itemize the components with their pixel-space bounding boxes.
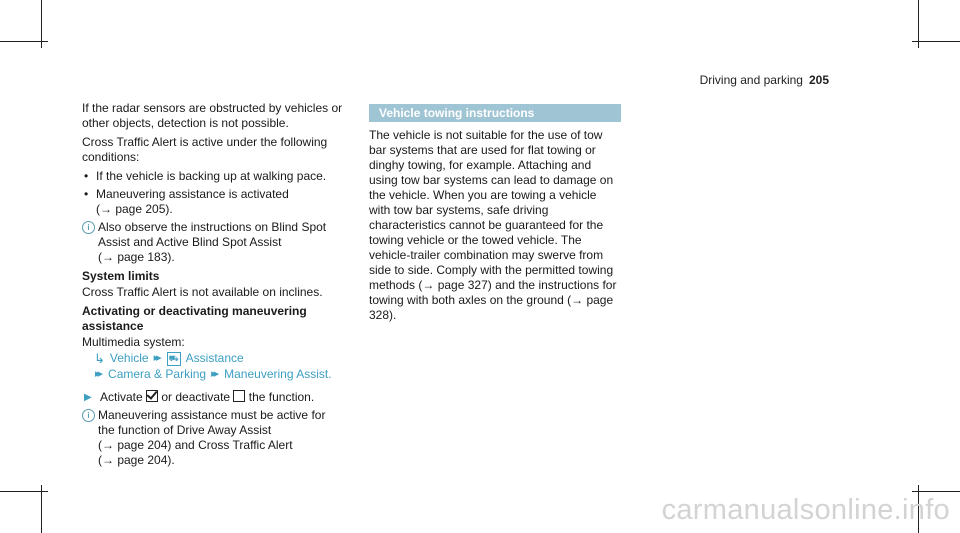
heading-activating: Activating or deactivating maneuvering assistance (82, 304, 307, 333)
page-link[interactable]: (→ page 183). (98, 250, 175, 264)
left-column (82, 101, 352, 472)
note: i Maneuvering assistance must be active for the function of Drive Away Assist (→ page 204) and Cross Traffic Alert (→ page 204). (82, 408, 352, 468)
menu-vehicle[interactable]: Vehicle (109, 351, 149, 365)
menu-assistance[interactable]: Assistance (185, 351, 244, 365)
section-name: Driving and parking (699, 73, 803, 87)
crop-mark (41, 485, 42, 533)
double-chevron-icon: ▸▸ (153, 352, 159, 364)
unchecked-box-icon (233, 390, 245, 402)
page-link[interactable]: (→ page 205). (96, 202, 173, 216)
info-icon: i (82, 409, 95, 422)
menu-path (82, 351, 352, 366)
paragraph: Cross Traffic Alert is active under the following conditions: (82, 135, 328, 164)
crop-mark (912, 41, 960, 42)
note: i Also observe the instructions on Blind Spot Assist and Active Blind Spot Assist (→ page 183). (82, 220, 352, 265)
menu-path (82, 367, 352, 382)
menu-camera-parking[interactable]: Camera & Parking (108, 367, 207, 381)
page-link[interactable]: (→ page 204). (98, 453, 175, 467)
checked-box-icon (146, 390, 158, 402)
bullet-icon: • (84, 169, 89, 183)
double-chevron-icon: ▸▸ (95, 368, 101, 380)
paragraph: Multimedia system: (82, 335, 185, 349)
section-title-bar: Vehicle towing instructions (369, 104, 621, 122)
return-arrow-icon: ↳ (94, 351, 105, 366)
car-icon: ⛟ (167, 352, 181, 366)
heading-system-limits: System limits (82, 269, 160, 283)
crop-mark (0, 41, 48, 42)
page-link[interactable]: (→ page 204) and Cross Traffic Alert (98, 438, 293, 452)
bullet-icon: • (84, 187, 89, 201)
info-icon: i (82, 221, 95, 234)
play-triangle-icon: ▶ (84, 392, 92, 403)
watermark: carmanualsonline.info (661, 494, 950, 526)
crop-mark (912, 491, 960, 492)
menu-maneuvering-assist[interactable]: Maneuvering Assist. (224, 367, 332, 381)
paragraph: The vehicle is not suitable for the use of tow bar systems that are used for flat towing or dinghy towing, for example. Attaching and using tow bar systems can lead to damage on the vehicle. When you are towing a vehicle with tow bar systems, safe driving characteristics cannot be guaranteed for the towing vehicle or the towed vehicle. The vehicle-trailer combination may swerve from side to side. Comply with the permitted towing methods (→ page 327) and the instructions for towing with both axles on the ground (→ page 328). (369, 128, 617, 322)
action-step: ▶ Activate or deactivate the function. (84, 390, 315, 404)
list-item: • Maneuvering assistance is activated (84, 187, 289, 201)
list-item: • If the vehicle is backing up at walking pace. (84, 169, 327, 183)
paragraph: If the radar sensors are obstructed by vehicles or other objects, detection is not possible. (82, 101, 343, 130)
double-chevron-icon: ▸▸ (211, 368, 217, 380)
crop-mark (0, 491, 48, 492)
middle-column (369, 104, 621, 327)
page-number: 205 (808, 73, 829, 87)
paragraph: Cross Traffic Alert is not available on inclines. (82, 285, 323, 299)
page-header (700, 73, 829, 87)
